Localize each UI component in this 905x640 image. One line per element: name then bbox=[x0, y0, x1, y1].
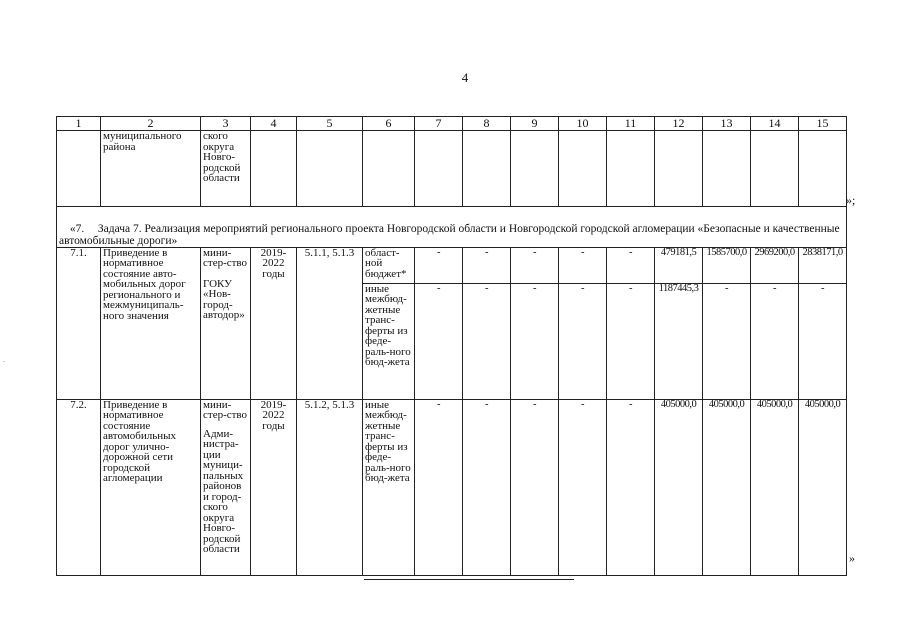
measure-description: Приведение в нормативное состояние автомобильных дорог улично-дорожной сети городской агломерации bbox=[101, 399, 201, 575]
value-cell: 2969200,0 bbox=[751, 247, 799, 283]
column-number: 1 bbox=[57, 117, 101, 131]
value-cell: - bbox=[559, 283, 607, 399]
cell bbox=[751, 131, 799, 207]
task-cell bbox=[57, 221, 847, 248]
cell bbox=[559, 131, 607, 207]
value-cell: - bbox=[559, 399, 607, 575]
executor-secondary: ГОКУ «Нов-город-автодор» bbox=[203, 277, 245, 321]
value-cell: - bbox=[511, 283, 559, 399]
cell bbox=[703, 131, 751, 207]
quote-end-mark: »; bbox=[846, 193, 856, 207]
period: 2019-2022 годы bbox=[251, 247, 297, 399]
cell bbox=[297, 131, 363, 207]
executor-cell bbox=[201, 247, 251, 399]
value-cell: - bbox=[799, 283, 847, 399]
value-cell: 405000,0 bbox=[655, 399, 703, 575]
cell bbox=[251, 131, 297, 207]
value-cell: - bbox=[463, 399, 511, 575]
value-cell: - bbox=[751, 283, 799, 399]
spacer-row bbox=[57, 207, 847, 221]
column-number: 14 bbox=[751, 117, 799, 131]
column-number: 7 bbox=[415, 117, 463, 131]
cell bbox=[799, 131, 847, 207]
cell bbox=[463, 131, 511, 207]
value-cell: 479181,5 bbox=[655, 247, 703, 283]
executor-cell bbox=[201, 399, 251, 575]
continued-description: муниципального района bbox=[101, 131, 201, 207]
column-number: 13 bbox=[703, 117, 751, 131]
value-cell: 405000,0 bbox=[703, 399, 751, 575]
cell bbox=[607, 131, 655, 207]
quote-end-mark: » bbox=[849, 551, 855, 565]
continued-row bbox=[57, 131, 847, 207]
value-cell: - bbox=[511, 399, 559, 575]
column-number: 3 bbox=[201, 117, 251, 131]
cell bbox=[57, 131, 101, 207]
value-cell: 405000,0 bbox=[799, 399, 847, 575]
column-number-row bbox=[57, 117, 847, 131]
executor-primary: мини-стер-ство bbox=[203, 399, 248, 421]
target-indicators: 5.1.2, 5.1.3 bbox=[297, 399, 363, 575]
column-number: 9 bbox=[511, 117, 559, 131]
value-cell: - bbox=[559, 247, 607, 283]
funding-source: иные межбюд-жетные транс-ферты из феде-раль-ного бюд-жета bbox=[363, 283, 415, 399]
cell bbox=[57, 207, 847, 221]
value-cell: 1187445,3 bbox=[655, 283, 703, 399]
cell bbox=[511, 131, 559, 207]
table-row-7-1-regional bbox=[57, 247, 847, 283]
table-row-7-2 bbox=[57, 399, 847, 575]
column-number: 12 bbox=[655, 117, 703, 131]
executor-primary: мини-стер-ство bbox=[203, 247, 248, 269]
footer-separator-line bbox=[364, 579, 574, 580]
value-cell: - bbox=[415, 399, 463, 575]
margin-mark: . bbox=[3, 355, 5, 364]
value-cell: - bbox=[463, 283, 511, 399]
column-number: 15 bbox=[799, 117, 847, 131]
value-cell: 2838171,0 bbox=[799, 247, 847, 283]
budget-table bbox=[56, 116, 847, 576]
value-cell: - bbox=[607, 283, 655, 399]
task-number: «7. bbox=[69, 222, 85, 235]
value-cell: 405000,0 bbox=[751, 399, 799, 575]
row-number: 7.2. bbox=[57, 399, 101, 575]
value-cell: - bbox=[415, 283, 463, 399]
target-indicators: 5.1.1, 5.1.3 bbox=[297, 247, 363, 399]
value-cell: - bbox=[415, 247, 463, 283]
cell bbox=[363, 131, 415, 207]
column-number: 11 bbox=[607, 117, 655, 131]
task-title: Задача 7. Реализация мероприятий регионального проекта Новгородской области и Новгородской городской агломерации «Безопасные и качественные автомобильные дороги» bbox=[59, 222, 840, 247]
value-cell: - bbox=[607, 247, 655, 283]
executor-secondary: Адми-нистра-ции муници-пальных районов и город-ского округа Новго-родской области bbox=[203, 427, 244, 555]
page-number: 4 bbox=[461, 70, 469, 85]
column-number: 10 bbox=[559, 117, 607, 131]
continued-executor: ского округа Новго-родской области bbox=[201, 131, 251, 207]
period: 2019-2022 годы bbox=[251, 399, 297, 575]
value-cell: - bbox=[703, 283, 751, 399]
measure-description: Приведение в нормативное состояние авто-мобильных дорог регионального и межмуниципаль-ного значения bbox=[101, 247, 201, 399]
cell bbox=[415, 131, 463, 207]
column-number: 8 bbox=[463, 117, 511, 131]
cell bbox=[655, 131, 703, 207]
funding-source: област-ной бюджет* bbox=[363, 247, 415, 283]
value-cell: - bbox=[511, 247, 559, 283]
column-number: 6 bbox=[363, 117, 415, 131]
row-number: 7.1. bbox=[57, 247, 101, 399]
funding-source: иные межбюд-жетные транс-ферты из феде-раль-ного бюд-жета bbox=[363, 399, 415, 575]
value-cell: 1585700,0 bbox=[703, 247, 751, 283]
column-number: 5 bbox=[297, 117, 363, 131]
column-number: 2 bbox=[101, 117, 201, 131]
column-number: 4 bbox=[251, 117, 297, 131]
task-row bbox=[57, 221, 847, 248]
value-cell: - bbox=[607, 399, 655, 575]
value-cell: - bbox=[463, 247, 511, 283]
